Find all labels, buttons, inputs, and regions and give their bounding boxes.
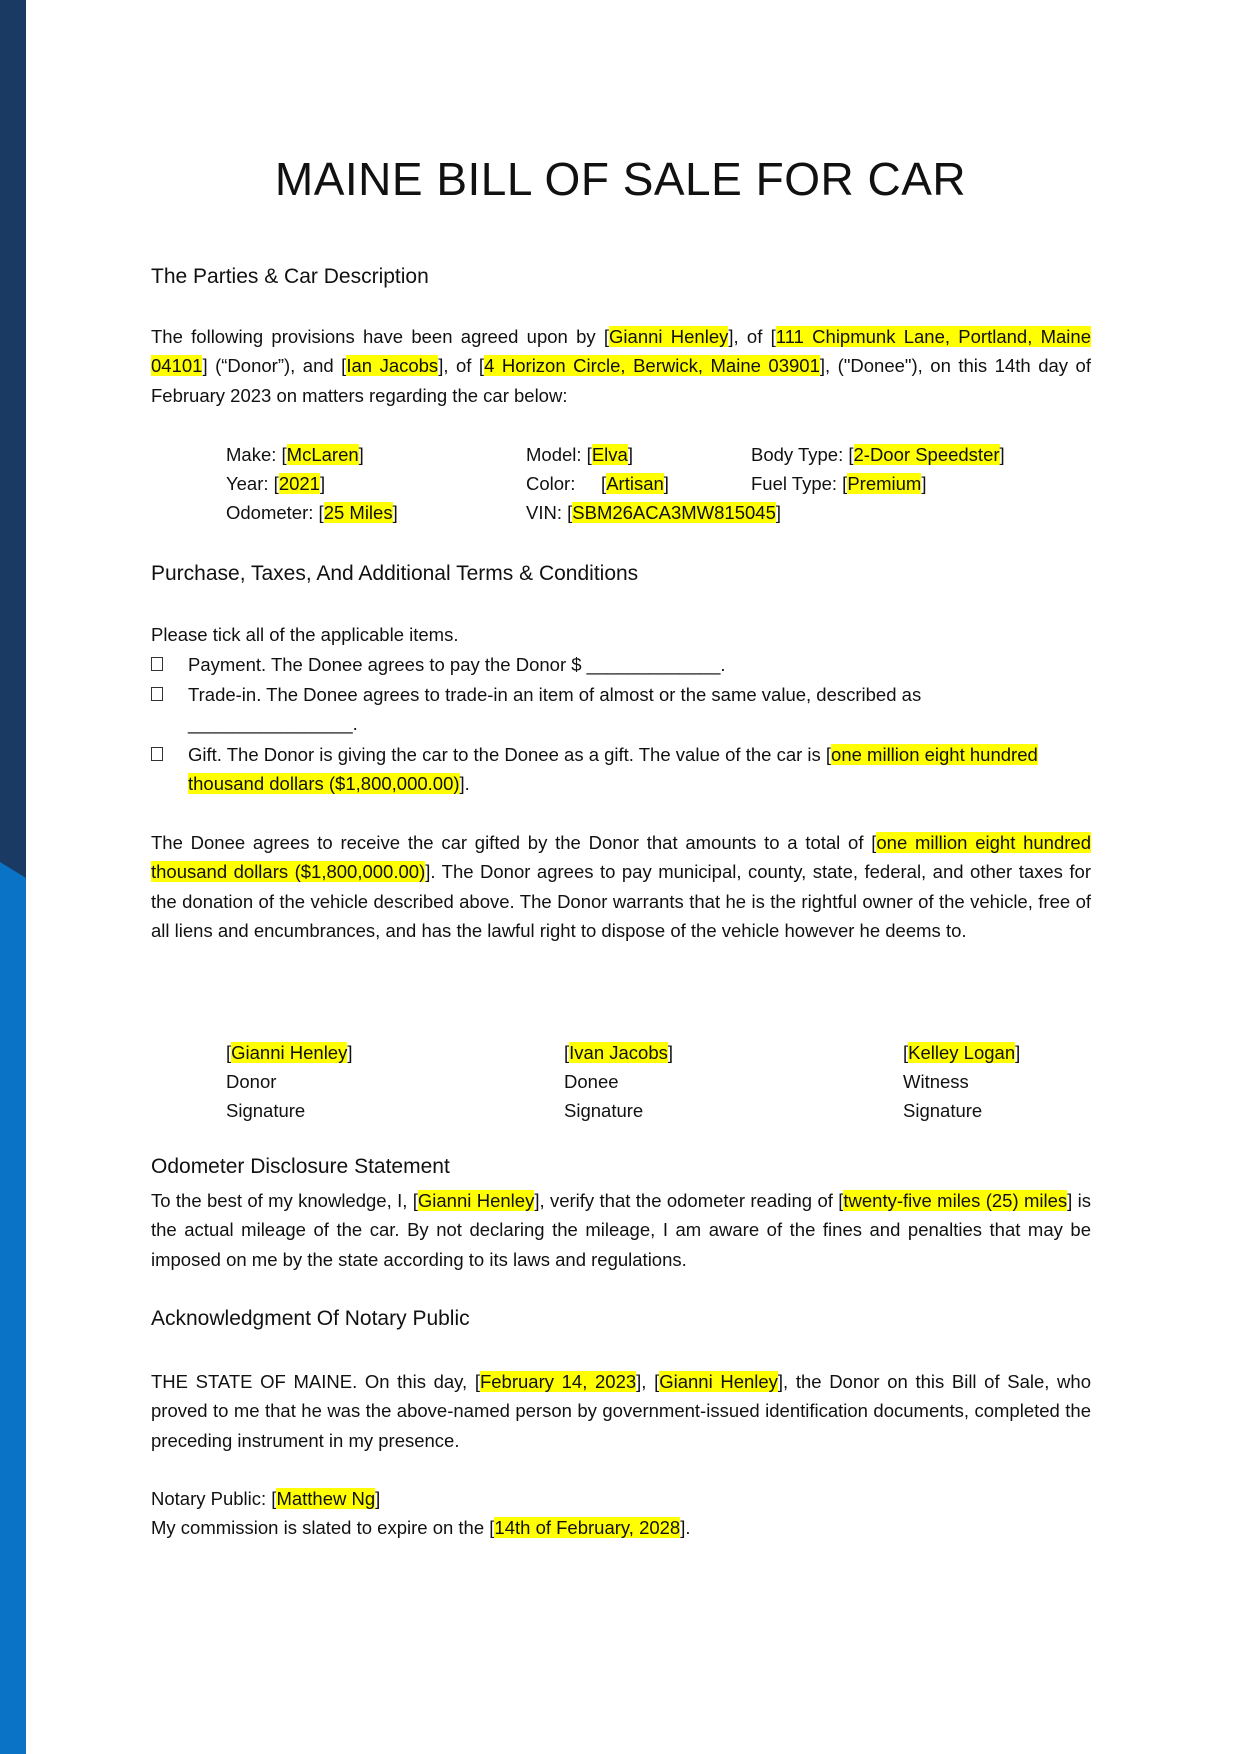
bracket-close: ] [1015, 1042, 1021, 1063]
witness-signature-name [903, 1038, 1020, 1067]
donee-address-field: 4 Horizon Circle, Berwick, Maine 03901 [484, 355, 820, 377]
agreement-paragraph [151, 828, 1091, 945]
donor-signature-block [226, 1038, 352, 1126]
gift-text-end: ]. [459, 773, 470, 795]
gift-value-field: one million eight hundred thousand dollars ($1,800,000.00) [188, 744, 1038, 795]
spec-odo-label: Odometer: [ [226, 502, 324, 524]
spec-year [226, 469, 325, 498]
witness-role-label: Witness [903, 1071, 969, 1093]
notary-text-2: ], [ [636, 1371, 660, 1392]
spec-make [226, 440, 364, 469]
spec-fuel-value: Premium [847, 473, 922, 495]
notary-public-close: ] [375, 1488, 381, 1509]
spec-odometer [226, 498, 398, 527]
payment-text: Payment. The Donee agrees to pay the Donor $ _____________. [188, 654, 726, 675]
odometer-text-1: To the best of my knowledge, I, [ [151, 1190, 418, 1211]
spec-fuel-label: Fuel Type: [ [751, 473, 848, 495]
spec-model-label: Model: [ [526, 444, 592, 465]
document-title: MAINE BILL OF SALE FOR CAR [274, 153, 967, 205]
spec-model-close: ] [627, 444, 633, 465]
agreement-text-1: The Donee agrees to receive the car gifted by the Donor that amounts to a total of [ [151, 832, 877, 853]
gift-checkbox[interactable] [151, 747, 163, 761]
spec-color-close: ] [663, 473, 669, 495]
spec-color-label: Color: [ [526, 473, 607, 495]
commission-line [151, 1513, 1091, 1542]
donee-signature-block [564, 1038, 673, 1126]
tick-instruction: Please tick all of the applicable items. [151, 624, 459, 645]
tradein-option[interactable] [151, 680, 971, 739]
agreement-amount-field: one million eight hundred thousand dollars ($1,800,000.00) [151, 832, 1091, 883]
spec-body-type [751, 440, 1005, 469]
spec-year-close: ] [319, 473, 326, 495]
donor-signature-label: Signature [226, 1100, 306, 1122]
spec-body-close: ] [999, 444, 1005, 465]
notary-public-label: Notary Public: [ [151, 1488, 277, 1509]
payment-option[interactable] [151, 650, 1091, 679]
spec-color-value: Artisan [606, 473, 664, 495]
parties-text-1: The following provisions have been agreed upon by [ [151, 326, 610, 347]
spec-fuel-type [751, 469, 926, 498]
section-heading-notary: Acknowledgment Of Notary Public [151, 1307, 470, 1330]
parties-text-5: ], ("Donee"), on this 14th day of February 2023 on matters regarding the car below: [151, 355, 1091, 406]
donor-role-label: Donor [226, 1071, 277, 1093]
spec-body-label: Body Type: [ [751, 444, 854, 465]
donor-signature-name [226, 1038, 352, 1067]
parties-paragraph [151, 322, 1091, 410]
section-heading-odometer: Odometer Disclosure Statement [151, 1155, 450, 1178]
odometer-text-2: ], verify that the odometer reading of [ [534, 1190, 844, 1211]
spec-body-value: 2-Door Speedster [853, 444, 1000, 465]
gift-text-main: Gift. The Donor is giving the car to the Donee as a gift. The value of the car is [ [188, 744, 832, 765]
spec-vin-label: VIN: [ [526, 502, 573, 524]
commission-label: My commission is slated to expire on the [ [151, 1517, 495, 1538]
commission-expiry-field: 14th of February, 2028 [494, 1517, 681, 1538]
witness-signature-block [903, 1038, 1020, 1126]
bracket-close: ] [667, 1042, 674, 1063]
odometer-paragraph [151, 1186, 1091, 1274]
tradein-checkbox[interactable] [151, 687, 163, 701]
donee-role-label: Donee [564, 1071, 619, 1093]
gift-text [188, 740, 1091, 799]
donee-signature-label: Signature [564, 1100, 644, 1122]
parties-text-2: ], of [ [728, 326, 776, 347]
spec-year-label: Year: [ [226, 473, 279, 495]
gift-option[interactable] [151, 740, 1091, 799]
notary-text-1: THE STATE OF MAINE. On this day, [ [151, 1371, 480, 1392]
payment-checkbox[interactable] [151, 657, 163, 671]
bracket-open: [ [226, 1042, 232, 1063]
donor-name-field: Gianni Henley [609, 326, 729, 347]
bracket-open: [ [564, 1042, 570, 1063]
commission-end: ]. [680, 1517, 691, 1538]
bracket-open: [ [903, 1042, 909, 1063]
notary-public-line [151, 1484, 1091, 1513]
spec-odo-close: ] [392, 502, 398, 524]
spec-make-value: McLaren [286, 444, 359, 465]
witness-signature-label: Signature [903, 1100, 983, 1122]
notary-text-3: ], the Donor on this Bill of Sale, who proved to me that he was the above-named person by government-issued identification documents, completed the preceding instrument in my presence. [151, 1371, 1091, 1451]
spec-year-value: 2021 [278, 473, 320, 495]
odometer-name-field: Gianni Henley [417, 1190, 535, 1211]
donee-sig-name-field: Ivan Jacobs [569, 1042, 668, 1063]
donor-sig-name-field: Gianni Henley [231, 1042, 348, 1063]
tradein-text: Trade-in. The Donee agrees to trade-in an item of almost or the same value, described as ________________. [188, 684, 922, 735]
spec-vin [526, 498, 781, 527]
spec-make-close: ] [358, 444, 364, 465]
spec-color [526, 469, 669, 498]
odometer-reading-field: twenty-five miles (25) miles [843, 1190, 1068, 1211]
donee-signature-name [564, 1038, 673, 1067]
section-heading-parties: The Parties & Car Description [151, 265, 429, 288]
spec-vin-value: SBM26ACA3MW815045 [572, 502, 776, 524]
witness-sig-name-field: Kelley Logan [908, 1042, 1016, 1063]
notary-paragraph [151, 1367, 1091, 1455]
bracket-close: ] [347, 1042, 353, 1063]
donee-name-field: Ian Jacobs [346, 355, 439, 377]
spec-odo-value: 25 Miles [323, 502, 393, 524]
donor-address-field: 111 Chipmunk Lane, Portland, Maine 04101 [151, 326, 1091, 377]
odometer-text-3: ] is the actual mileage of the car. By not declaring the mileage, I am aware of the fines and penalties that may be imposed on me by the state according to its laws and regulations. [151, 1190, 1092, 1270]
spec-vin-close: ] [775, 502, 782, 524]
notary-date-field: February 14, 2023 [479, 1371, 637, 1392]
notary-donor-name-field: Gianni Henley [659, 1371, 778, 1392]
spec-fuel-close: ] [921, 473, 927, 495]
notary-public-name-field: Matthew Ng [276, 1488, 376, 1509]
spec-model-value: Elva [591, 444, 628, 465]
spec-model [526, 440, 633, 469]
section-heading-purchase: Purchase, Taxes, And Additional Terms & Conditions [151, 562, 639, 585]
agreement-text-2: ]. The Donor agrees to pay municipal, county, state, federal, and other taxes for the donation of the vehicle described above. The Donor warrants that he is the rightful owner of the vehicle, free of all liens and encumbrances, and has the lawful right to dispose of the vehicle however he deems to. [151, 861, 1091, 941]
spec-make-label: Make: [ [226, 444, 287, 465]
parties-text-4: ], of [ [438, 355, 485, 377]
parties-text-3: ] (“Donor”), and [ [202, 355, 347, 377]
